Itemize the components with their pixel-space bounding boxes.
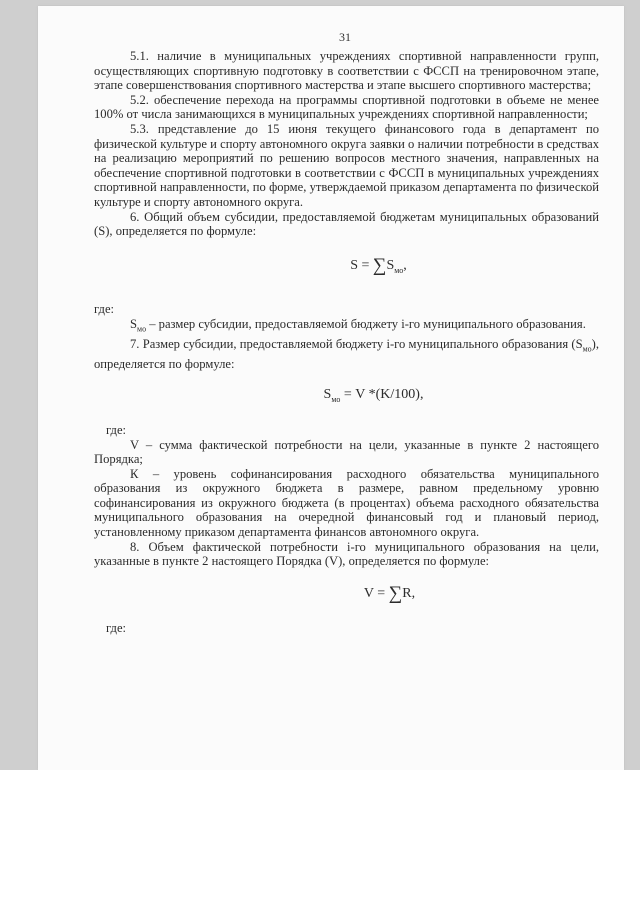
formula-tail: , — [411, 585, 416, 601]
def-var: S — [130, 316, 138, 331]
formula-lhs: V = — [363, 585, 389, 601]
definition-k: К – уровень софинансирования расходного обязательства муниципального образования из окружного бюджета в размере, равном предельному уровню софинансирования из окружного бюджета (в процентах) объема расходного обязательства муниципального образования на очередной финансовый год и плановый период, установленному приказом департамента финансов автономного округа. — [94, 466, 599, 540]
formula-tail: , — [403, 257, 407, 273]
clause-5-3: 5.3. представление до 15 июня текущего финансового года в департамент по физической культуре и спорту автономного округа заявки о наличии потребности в средствах на реализацию мероприятий по решению вопросов местного значения, направленных на обеспечение спортивной подготовки в соответствии с ФССП в муниципальных учреждениях спортивной направленности, по форме, утверждаемой приказом департамента по физической культуре и спорту автономного округа. — [94, 121, 599, 209]
sigma-symbol: ∑ — [372, 254, 387, 276]
where-label-1: где: — [94, 302, 115, 317]
def-text: – размер субсидии, предоставляемой бюджету i-го муниципального образования. — [146, 316, 586, 331]
formula-lhs: S = — [350, 257, 373, 273]
formula-subsidy-size — [94, 372, 599, 423]
clause-5-1: 5.1. наличие в муниципальных учреждениях спортивной направленности групп, осуществляющих спортивную подготовку в соответствии с ФССП на тренировочном этапе, этапе совершенствования спортивного мастерства и этапе высшего спортивного мастерства; — [94, 49, 599, 93]
definition-v: V – сумма фактической потребности на цели, указанные в пункте 2 настоящего Порядка; — [94, 437, 599, 467]
sigma-symbol: ∑ — [388, 582, 403, 604]
where-label-3: где: — [106, 621, 127, 636]
clause-8: 8. Объем фактической потребности i-го муниципального образования на цели, указанные в пункте 2 настоящего Порядка (V), определяется по формуле: — [94, 539, 599, 569]
formula-var: S — [323, 386, 332, 402]
clause-6: 6. Общий объем субсидии, предоставляемой бюджетам муниципальных образований (S), определяется по формуле: — [94, 209, 599, 239]
clause-7 — [94, 337, 599, 372]
document-body — [94, 49, 599, 636]
clause-5-2: 5.2. обеспечение перехода на программы спортивной подготовки в объеме не менее 100% от числа занимающихся в муниципальных учреждениях спортивной направленности; — [94, 92, 599, 122]
page-margin-bottom — [0, 770, 640, 905]
clause-7-post: ), определяется по формуле: — [94, 336, 599, 371]
formula-total-subsidy — [94, 239, 599, 302]
formula-actual-need — [94, 569, 599, 622]
formula-rhs: = V *(K/100), — [340, 386, 424, 402]
clause-7-pre: 7. Размер субсидии, предоставляемой бюджету i-го муниципального образования (S — [130, 336, 583, 351]
where-label-2: где: — [106, 422, 127, 437]
formula-subscript: мо — [394, 265, 404, 275]
formula-subscript: мо — [331, 394, 341, 404]
definition-smo — [94, 317, 599, 337]
page-number: 31 — [339, 30, 351, 44]
formula-var: R — [402, 585, 412, 601]
clause-7-subscript: мо — [582, 344, 592, 354]
formula-var: S — [386, 257, 395, 273]
def-subscript: мо — [137, 324, 147, 334]
